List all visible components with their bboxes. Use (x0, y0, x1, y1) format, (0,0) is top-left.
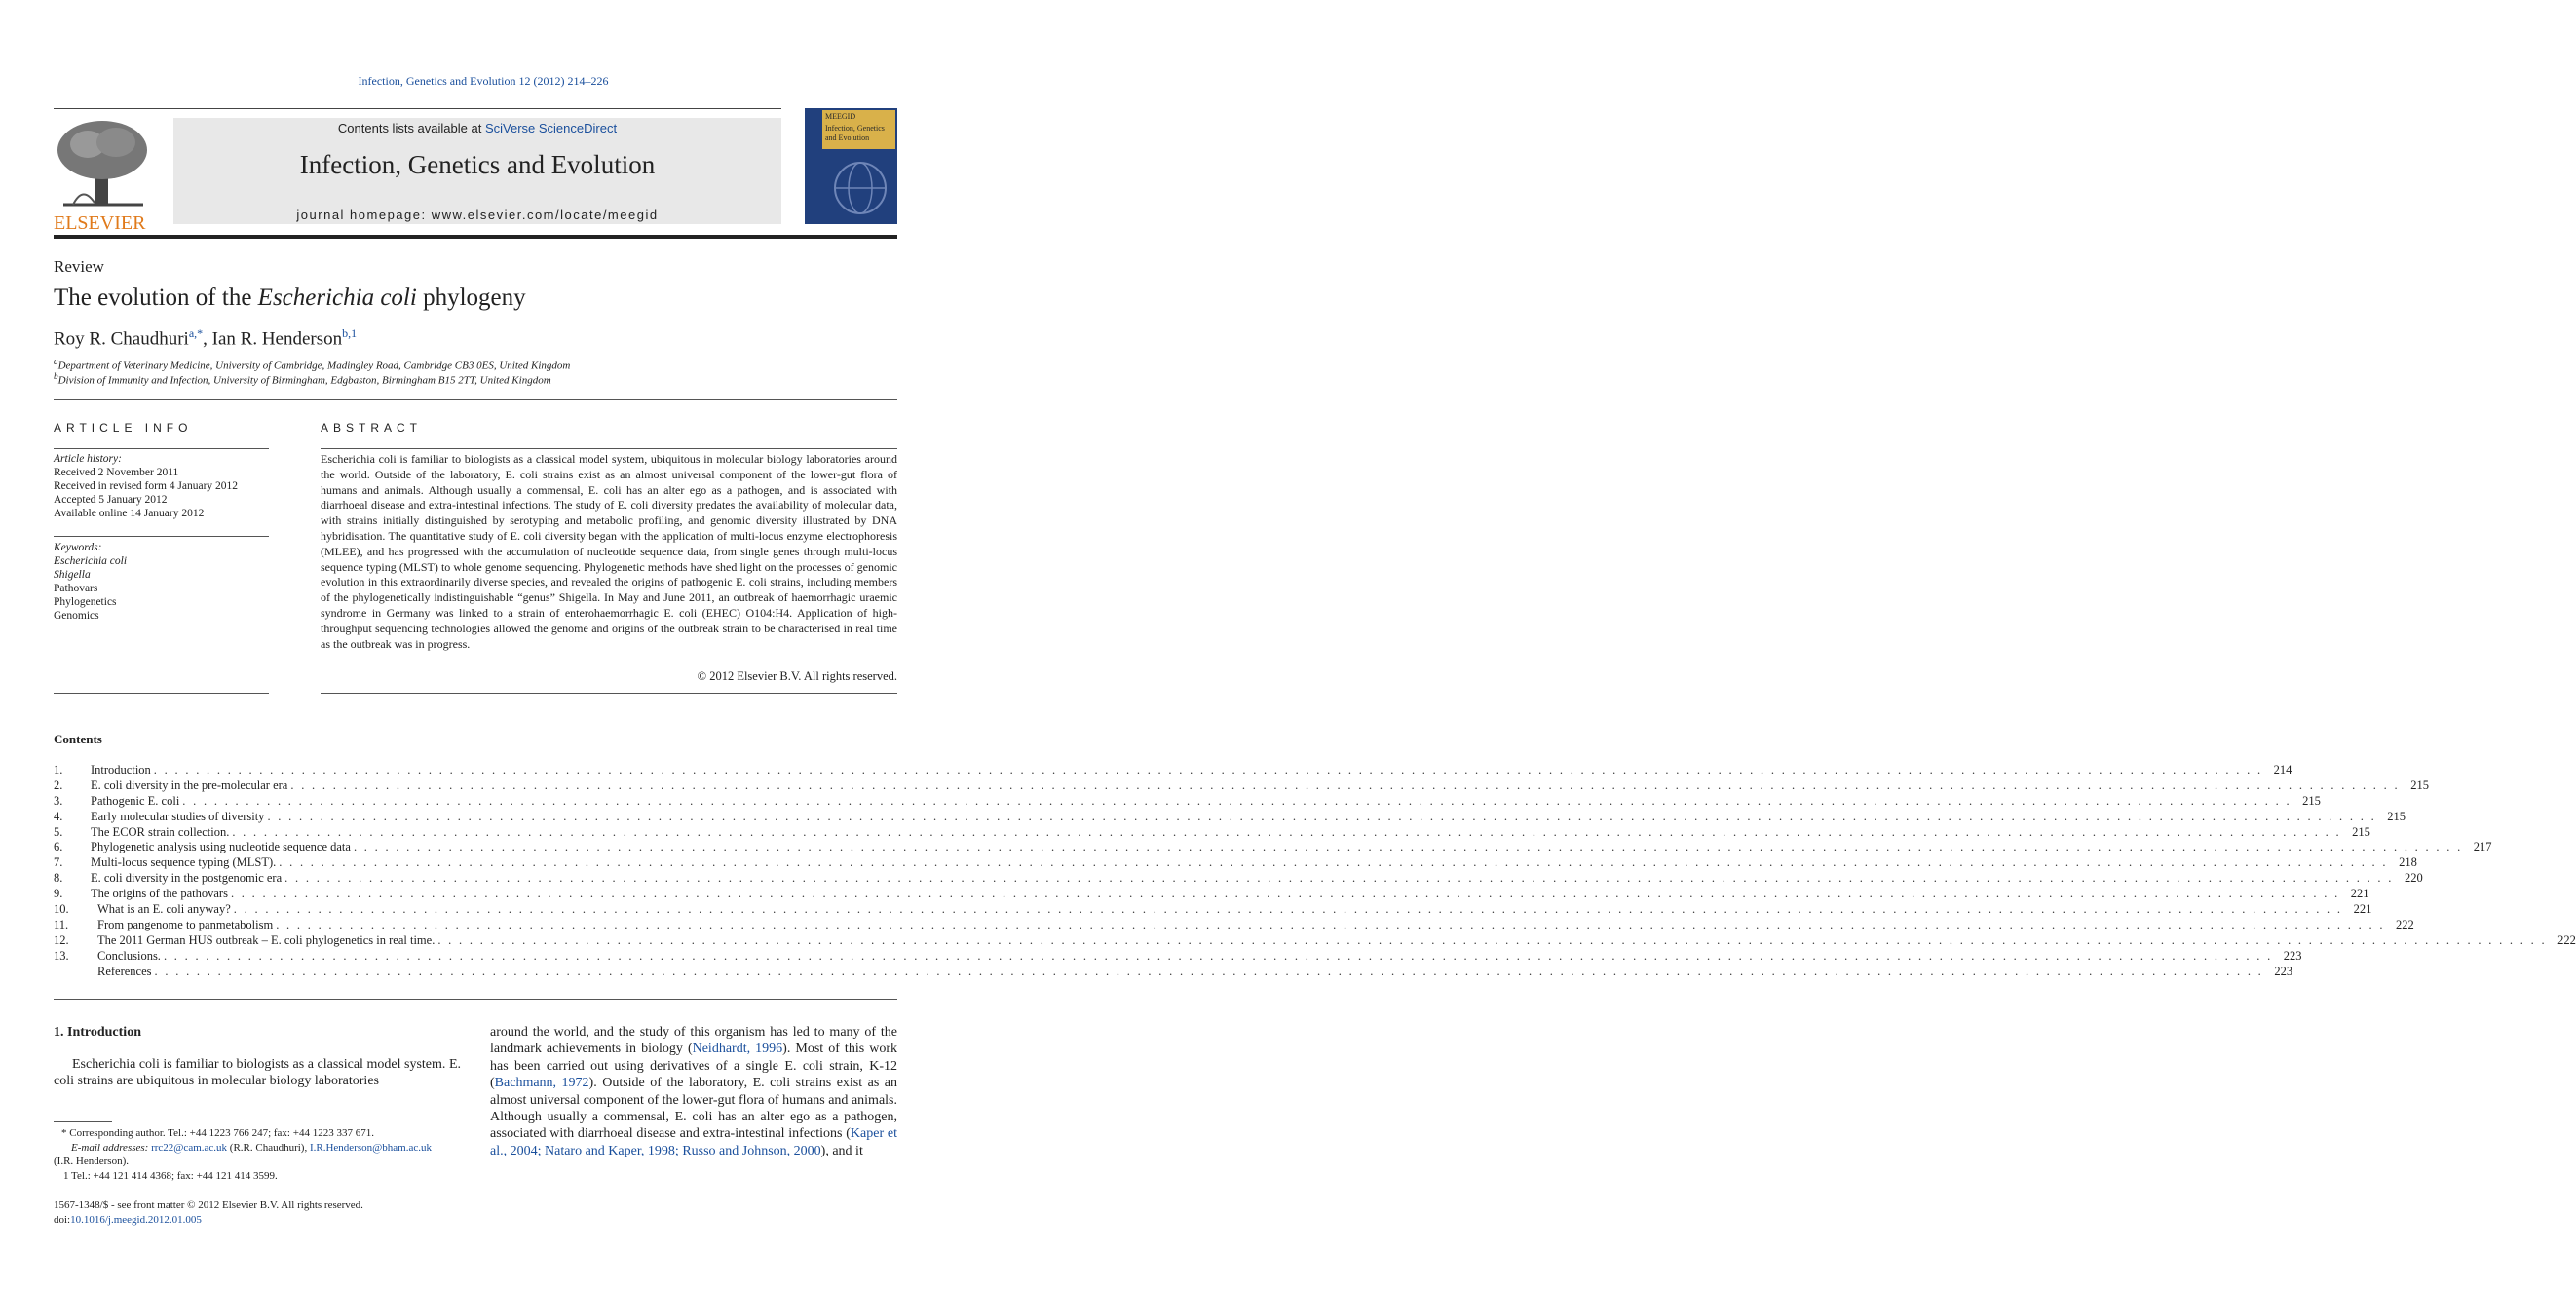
toc-page-number[interactable]: 215 (2410, 777, 2429, 792)
accepted-date: Accepted 5 January 2012 (54, 494, 168, 506)
toc-leader-dots: . . . . . . . . . . . . . . . . . . . . . . . . . . . . . . . . . . . . . . . . . . . . . . . . . . . . . . . . . . . . . . . . . . . . . . . . . . . . . . . . . . . . . . . . . . . . . . . . . . . . . . . . . . . . . . . . . . . . . . . . . . . . . . . . . . . . . . . . . . . . . . . . . . . . . . . . . . . . . . . . . . . . . . . . . . . . . . . . . . . . . . . . . . . . . . . . . . . . . . . . (182, 793, 2292, 808)
toc-title[interactable]: Multi-locus sequence typing (MLST). (91, 855, 277, 870)
globe-icon (828, 159, 892, 217)
divider (54, 693, 269, 694)
toc-entry[interactable] (54, 871, 2423, 887)
toc-number: 7. (54, 855, 63, 870)
online-date: Available online 14 January 2012 (54, 508, 205, 519)
toc-title[interactable]: E. coli diversity in the pre-molecular era (91, 777, 288, 792)
toc-number: 10. (54, 902, 69, 917)
intro-paragraph-right (490, 1024, 897, 1159)
affiliation-mark: b (54, 371, 58, 381)
journal-banner (173, 118, 781, 224)
article-info-heading: ARTICLE INFO (54, 421, 193, 435)
keyword: Shigella (54, 569, 91, 581)
keyword: Genomics (54, 610, 99, 622)
abstract-heading: ABSTRACT (321, 421, 423, 435)
email-link[interactable]: rrc22@cam.ac.uk (151, 1142, 228, 1154)
toc-title[interactable]: E. coli diversity in the postgenomic era (91, 871, 283, 886)
intro-paragraph-left: Escherichia coli is familiar to biologists as a classical model system. E. coli strains are ubiquitous in molecular biology laboratories (54, 1057, 461, 1089)
toc-leader-dots: . . . . . . . . . . . . . . . . . . . . . . . . . . . . . . . . . . . . . . . . . . . . . . . . . . . . . . . . . . . . . . . . . . . . . . . . . . . . . . . . . . . . . . . . . . . . . . . . . . . . . . . . . . . . . . . . . . . . . . . . . . . . . . . . . . . . . . . . . . . . . . . . . . . . . . . . . . . . . . . . . . . . . . . . . . . . . . . . . . . . . . . . . . . . . . . . . . . . . . . . (163, 948, 2273, 963)
toc-entry[interactable] (54, 824, 2370, 841)
toc-entry[interactable] (54, 948, 2302, 965)
toc-number: 11. (54, 917, 69, 931)
toc-leader-dots: . . . . . . . . . . . . . . . . . . . . . . . . . . . . . . . . . . . . . . . . . . . . . . . . . . . . . . . . . . . . . . . . . . . . . . . . . . . . . . . . . . . . . . . . . . . . . . . . . . . . . . . . . . . . . . . . . . . . . . . . . . . . . . . . . . . . . . . . . . . . . . . . . . . . . . . . . . . . . . . . . . . . . . . . . . . . . . . . . . . . . . . . . . . . . . . . . . . . . . . . (353, 840, 2463, 854)
footnote-1: 1 Tel.: +44 121 414 4368; fax: +44 121 414 3599. (63, 1170, 278, 1182)
journal-homepage[interactable]: journal homepage: www.elsevier.com/locate/meegid (296, 208, 659, 222)
header-thick-rule (54, 235, 897, 239)
toc-title[interactable]: The origins of the pathovars (91, 887, 228, 901)
toc-title[interactable]: From pangenome to panmetabolism (97, 917, 274, 931)
author-name[interactable]: , Ian R. Henderson (203, 328, 343, 350)
toc-title[interactable]: Conclusions. (97, 948, 161, 963)
publisher-wordmark: ELSEVIER (54, 212, 146, 234)
affiliation-text: Department of Veterinary Medicine, University of Cambridge, Madingley Road, Cambridge CB3 0ES, United Kingdom (57, 360, 571, 372)
toc-entry[interactable] (54, 964, 2293, 980)
email-owner: (R.R. Chaudhuri), (227, 1142, 310, 1154)
toc-leader-dots: . . . . . . . . . . . . . . . . . . . . . . . . . . . . . . . . . . . . . . . . . . . . . . . . . . . . . . . . . . . . . . . . . . . . . . . . . . . . . . . . . . . . . . . . . . . . . . . . . . . . . . . . . . . . . . . . . . . . . . . . . . . . . . . . . . . . . . . . . . . . . . . . . . . . . . . . . . . . . . . . . . . . . . . . . . . . . . . . . . . . . . . . . . . . . . . . . . . . . . . . (233, 902, 2343, 917)
citation-link[interactable]: Bachmann, 1972 (494, 1076, 589, 1091)
toc-number: 3. (54, 793, 63, 808)
keywords-label: Keywords: (54, 542, 102, 553)
received-date: Received 2 November 2011 (54, 467, 179, 478)
toc-page-number[interactable]: 223 (2274, 964, 2293, 978)
table-of-contents (54, 763, 2576, 979)
journal-cover (805, 108, 897, 224)
toc-entry[interactable] (54, 932, 2576, 949)
toc-title[interactable]: The ECOR strain collection. (91, 824, 230, 839)
toc-leader-dots: . . . . . . . . . . . . . . . . . . . . . . . . . . . . . . . . . . . . . . . . . . . . . . . . . . . . . . . . . . . . . . . . . . . . . . . . . . . . . . . . . . . . . . . . . . . . . . . . . . . . . . . . . . . . . . . . . . . . . . . . . . . . . . . . . . . . . . . . . . . . . . . . . . . . . . . . . . . . . . . . . . . . . . . . . . . . . . . . . . . . . . . . . . . . . . . . . . . . . . . . (232, 824, 2341, 839)
toc-title[interactable]: The 2011 German HUS outbreak – E. coli phylogenetics in real time. (97, 932, 436, 947)
divider (321, 693, 897, 694)
toc-page-number[interactable]: 215 (2387, 809, 2406, 823)
toc-entry[interactable] (54, 840, 2492, 855)
contents-available-text: Contents lists available at (337, 121, 482, 135)
title-part: The evolution of the (54, 284, 258, 311)
toc-leader-dots: . . . . . . . . . . . . . . . . . . . . . . . . . . . . . . . . . . . . . . . . . . . . . . . . . . . . . . . . . . . . . . . . . . . . . . . . . . . . . . . . . . . . . . . . . . . . . . . . . . . . . . . . . . . . . . . . . . . . . . . . . . . . . . . . . . . . . . . . . . . . . . . . . . . . . . . . . . . . . . . . . . . . . . . . . . . . . . . . . . . . . . . . . . . . . . . . . . . . . . . . (437, 932, 2547, 947)
toc-number: 8. (54, 871, 63, 886)
email-note (54, 1141, 480, 1156)
toc-leader-dots: . . . . . . . . . . . . . . . . . . . . . . . . . . . . . . . . . . . . . . . . . . . . . . . . . . . . . . . . . . . . . . . . . . . . . . . . . . . . . . . . . . . . . . . . . . . . . . . . . . . . . . . . . . . . . . . . . . . . . . . . . . . . . . . . . . . . . . . . . . . . . . . . . . . . . . . . . . . . . . . . . . . . . . . . . . . . . . . . . . . . . . . . . . . . . . . . . . . . . . . . (284, 871, 2394, 886)
toc-number: 9. (54, 887, 63, 901)
body-text: around the world, and the study of this organism has led to many of the landmark achievements in biology ( (490, 1025, 897, 1057)
toc-title[interactable]: Early molecular studies of diversity (91, 809, 265, 823)
divider (54, 448, 269, 449)
toc-number: 5. (54, 824, 63, 839)
affiliation-a (54, 357, 570, 372)
affiliation-text: Division of Immunity and Infection, University of Birmingham, Edgbaston, Birmingham B15 2TT, United Kingdom (57, 374, 551, 387)
author-name[interactable]: Roy R. Chaudhuri (54, 328, 189, 350)
keywords (54, 541, 269, 623)
toc-number: 4. (54, 809, 63, 823)
contents-heading: Contents (54, 732, 102, 746)
author-affiliation-mark[interactable]: b,1 (342, 326, 358, 340)
toc-page-number[interactable]: 222 (2557, 932, 2576, 947)
article-history (54, 452, 269, 520)
citation-link[interactable]: Neidhardt, 1996 (692, 1042, 783, 1057)
toc-page-number[interactable]: 215 (2352, 824, 2370, 839)
journal-reference[interactable]: Infection, Genetics and Evolution 12 (2012) 214–226 (358, 74, 609, 88)
toc-page-number[interactable]: 214 (2273, 763, 2292, 777)
email-link[interactable]: I.R.Henderson@bham.ac.uk (309, 1142, 432, 1154)
issn-line: 1567-1348/$ - see front matter © 2012 Elsevier B.V. All rights reserved. (54, 1199, 363, 1211)
toc-page-number[interactable]: 221 (2350, 887, 2369, 901)
toc-leader-dots: . . . . . . . . . . . . . . . . . . . . . . . . . . . . . . . . . . . . . . . . . . . . . . . . . . . . . . . . . . . . . . . . . . . . . . . . . . . . . . . . . . . . . . . . . . . . . . . . . . . . . . . . . . . . . . . . . . . . . . . . . . . . . . . . . . . . . . . . . . . . . . . . . . . . . . . . . . . . . . . . . . . . . . . . . . . . . . . . . . . . . . . . . . . . . . . . . . . . . . . . (279, 855, 2388, 870)
toc-page-number[interactable]: 222 (2396, 917, 2414, 931)
divider (54, 999, 897, 1000)
front-matter (54, 1198, 363, 1227)
cover-title-line2: and Evolution (825, 133, 870, 142)
toc-title[interactable]: Phylogenetic analysis using nucleotide sequence data (91, 840, 351, 854)
toc-title[interactable]: Pathogenic E. coli (91, 793, 180, 808)
toc-leader-dots: . . . . . . . . . . . . . . . . . . . . . . . . . . . . . . . . . . . . . . . . . . . . . . . . . . . . . . . . . . . . . . . . . . . . . . . . . . . . . . . . . . . . . . . . . . . . . . . . . . . . . . . . . . . . . . . . . . . . . . . . . . . . . . . . . . . . . . . . . . . . . . . . . . . . . . . . . . . . . . . . . . . . . . . . . . . . . . . . . . . . . . . . . . . . . . . . . . . . . . . . (154, 964, 2264, 978)
toc-title[interactable]: References (97, 964, 152, 978)
toc-entry[interactable] (54, 793, 2321, 810)
toc-number: 12. (54, 932, 69, 947)
toc-entry[interactable] (54, 855, 2417, 871)
doi-line (54, 1213, 363, 1228)
keyword: Escherichia coli (54, 555, 128, 567)
toc-page-number[interactable]: 220 (2404, 871, 2423, 886)
toc-entry[interactable] (54, 887, 2369, 902)
toc-page-number[interactable]: 223 (2283, 948, 2302, 963)
article-title (54, 284, 526, 312)
toc-leader-dots: . . . . . . . . . . . . . . . . . . . . . . . . . . . . . . . . . . . . . . . . . . . . . . . . . . . . . . . . . . . . . . . . . . . . . . . . . . . . . . . . . . . . . . . . . . . . . . . . . . . . . . . . . . . . . . . . . . . . . . . . . . . . . . . . . . . . . . . . . . . . . . . . . . . . . . . . . . . . . . . . . . . . . . . . . . . . . . . . . . . . . . . . . . . . . . . . . . . . . . . . (276, 917, 2385, 931)
divider (321, 448, 897, 449)
toc-number: 13. (54, 948, 69, 963)
email-label: E-mail addresses: (71, 1142, 149, 1154)
section-heading: 1. Introduction (54, 1025, 141, 1040)
toc-leader-dots: . . . . . . . . . . . . . . . . . . . . . . . . . . . . . . . . . . . . . . . . . . . . . . . . . . . . . . . . . . . . . . . . . . . . . . . . . . . . . . . . . . . . . . . . . . . . . . . . . . . . . . . . . . . . . . . . . . . . . . . . . . . . . . . . . . . . . . . . . . . . . . . . . . . . . . . . . . . . . . . . . . . . . . . . . . . . . . . . . . . . . . . . . . . . . . . . . . . . . . . . (290, 777, 2400, 792)
toc-entry[interactable] (54, 809, 2406, 825)
sciencedirect-link[interactable]: SciVerse ScienceDirect (484, 121, 618, 135)
toc-title[interactable]: Introduction (91, 763, 151, 777)
doi-label: doi: (54, 1213, 71, 1226)
email-owner-2: (I.R. Henderson). (54, 1156, 129, 1167)
toc-number: 6. (54, 840, 63, 854)
toc-page-number[interactable]: 217 (2473, 840, 2492, 854)
title-species: Escherichia coli (257, 284, 417, 311)
toc-entry[interactable] (54, 777, 2429, 794)
cover-title-line1: Infection, Genetics (825, 124, 885, 133)
corresponding-author-note: * Corresponding author. Tel.: +44 1223 766 247; fax: +44 1223 337 671. (61, 1127, 374, 1139)
keyword: Pathovars (54, 583, 98, 594)
toc-entry[interactable] (54, 902, 2372, 918)
doi-link[interactable]: 10.1016/j.meegid.2012.01.005 (70, 1213, 202, 1226)
history-label: Article history: (54, 453, 122, 465)
toc-leader-dots: . . . . . . . . . . . . . . . . . . . . . . . . . . . . . . . . . . . . . . . . . . . . . . . . . . . . . . . . . . . . . . . . . . . . . . . . . . . . . . . . . . . . . . . . . . . . . . . . . . . . . . . . . . . . . . . . . . . . . . . . . . . . . . . . . . . . . . . . . . . . . . . . . . . . . . . . . . . . . . . . . . . . . . . . . . . . . . . . . . . . . . . . . . . . . . . . . . . . . . . . (230, 887, 2340, 901)
toc-title[interactable]: What is an E. coli anyway? (97, 902, 231, 917)
citation-link[interactable]: Kaper et al., 2004; Nataro and Kaper, 1998; Russo and Johnson, 2000 (490, 1126, 897, 1158)
toc-number: 2. (54, 777, 63, 792)
divider (54, 536, 269, 537)
body-text: ). Most of this work has been carried out using derivatives of a single E. coli strain, K-12 ( (490, 1042, 897, 1091)
toc-entry[interactable] (54, 917, 2414, 933)
keyword: Phylogenetics (54, 596, 117, 608)
toc-leader-dots: . . . . . . . . . . . . . . . . . . . . . . . . . . . . . . . . . . . . . . . . . . . . . . . . . . . . . . . . . . . . . . . . . . . . . . . . . . . . . . . . . . . . . . . . . . . . . . . . . . . . . . . . . . . . . . . . . . . . . . . . . . . . . . . . . . . . . . . . . . . . . . . . . . . . . . . . . . . . . . . . . . . . . . . . . . . . . . . . . . . . . . . . . . . . . . . . . . . . . . . . (267, 809, 2377, 823)
abstract-text: Escherichia coli is familiar to biologists as a classical model system, ubiquitous in molecular biology laboratories around the world. Outside of the laboratory, E. coli strains exist as an almost universal component of the lower-gut flora of humans and animals. Although usually a commensal, E. coli has an alter ego as a pathogen, and is associated with diarrhoeal disease and extra-intestinal infections. The study of E. coli diversity predates the availability of molecular data, with strains initially distinguished by serotyping and metabolic profiling, and genomic diversity illustrated by DNA hybridisation. The quantitative study of E. coli diversity began with the application of multi-locus enzyme electrophoresis (MLEE), and has progressed with the accumulation of nucleotide sequence data, from single genes through multi-locus sequence typing (MLST) to whole genome sequencing. Phylogenetic methods have shed light on the processes of genomic evolution in this extraordinarily diverse species, and revealed the origins of pathogenic E. coli strains, including members of the phylogenetically indistinguishable “genus” Shigella. In May and June 2011, an outbreak of haemorrhagic uraemic syndrome in Germany was linked to a strain of enterohaemorrhagic E. coli (EHEC) O104:H4. Application of high-throughput sequencing technologies allowed the genome and origins of the outbreak strain to be characterised in real time as the outbreak was in progress. (321, 452, 897, 651)
elsevier-tree-icon (54, 117, 154, 209)
body-text: ), and it (820, 1143, 863, 1158)
footnote-rule (54, 1121, 112, 1122)
header-rule (54, 108, 781, 109)
author-affiliation-mark[interactable]: a,* (188, 326, 204, 340)
toc-page-number[interactable]: 221 (2353, 902, 2372, 917)
toc-number: 1. (54, 763, 63, 777)
revised-date: Received in revised form 4 January 2012 (54, 480, 239, 492)
toc-page-number[interactable]: 215 (2302, 793, 2321, 808)
toc-leader-dots: . . . . . . . . . . . . . . . . . . . . . . . . . . . . . . . . . . . . . . . . . . . . . . . . . . . . . . . . . . . . . . . . . . . . . . . . . . . . . . . . . . . . . . . . . . . . . . . . . . . . . . . . . . . . . . . . . . . . . . . . . . . . . . . . . . . . . . . . . . . . . . . . . . . . . . . . . . . . . . . . . . . . . . . . . . . . . . . . . . . . . . . . . . . . . . . . . . . . . . . . (153, 763, 2263, 777)
affiliation-b (54, 371, 551, 387)
toc-entry[interactable] (54, 763, 2292, 778)
elsevier-logo (54, 117, 154, 234)
contents-availability (173, 121, 781, 135)
journal-title: Infection, Genetics and Evolution (299, 150, 656, 179)
body-text: ). Outside of the laboratory, E. coli strains exist as an almost universal component of the lower-gut flora of humans and animals. Although usually a commensal, E. coli has an alter ego as a pathogen, associated with diarrhoeal disease and extra-intestinal infections ( (490, 1076, 898, 1142)
affiliation-mark: a (54, 357, 58, 366)
title-part: phylogeny (416, 284, 526, 311)
toc-page-number[interactable]: 218 (2399, 855, 2417, 870)
cover-acronym: MEEGID (825, 112, 856, 121)
copyright-notice: © 2012 Elsevier B.V. All rights reserved. (697, 669, 897, 683)
divider (54, 399, 897, 400)
article-type: Review (54, 257, 104, 276)
author-list (54, 326, 357, 350)
